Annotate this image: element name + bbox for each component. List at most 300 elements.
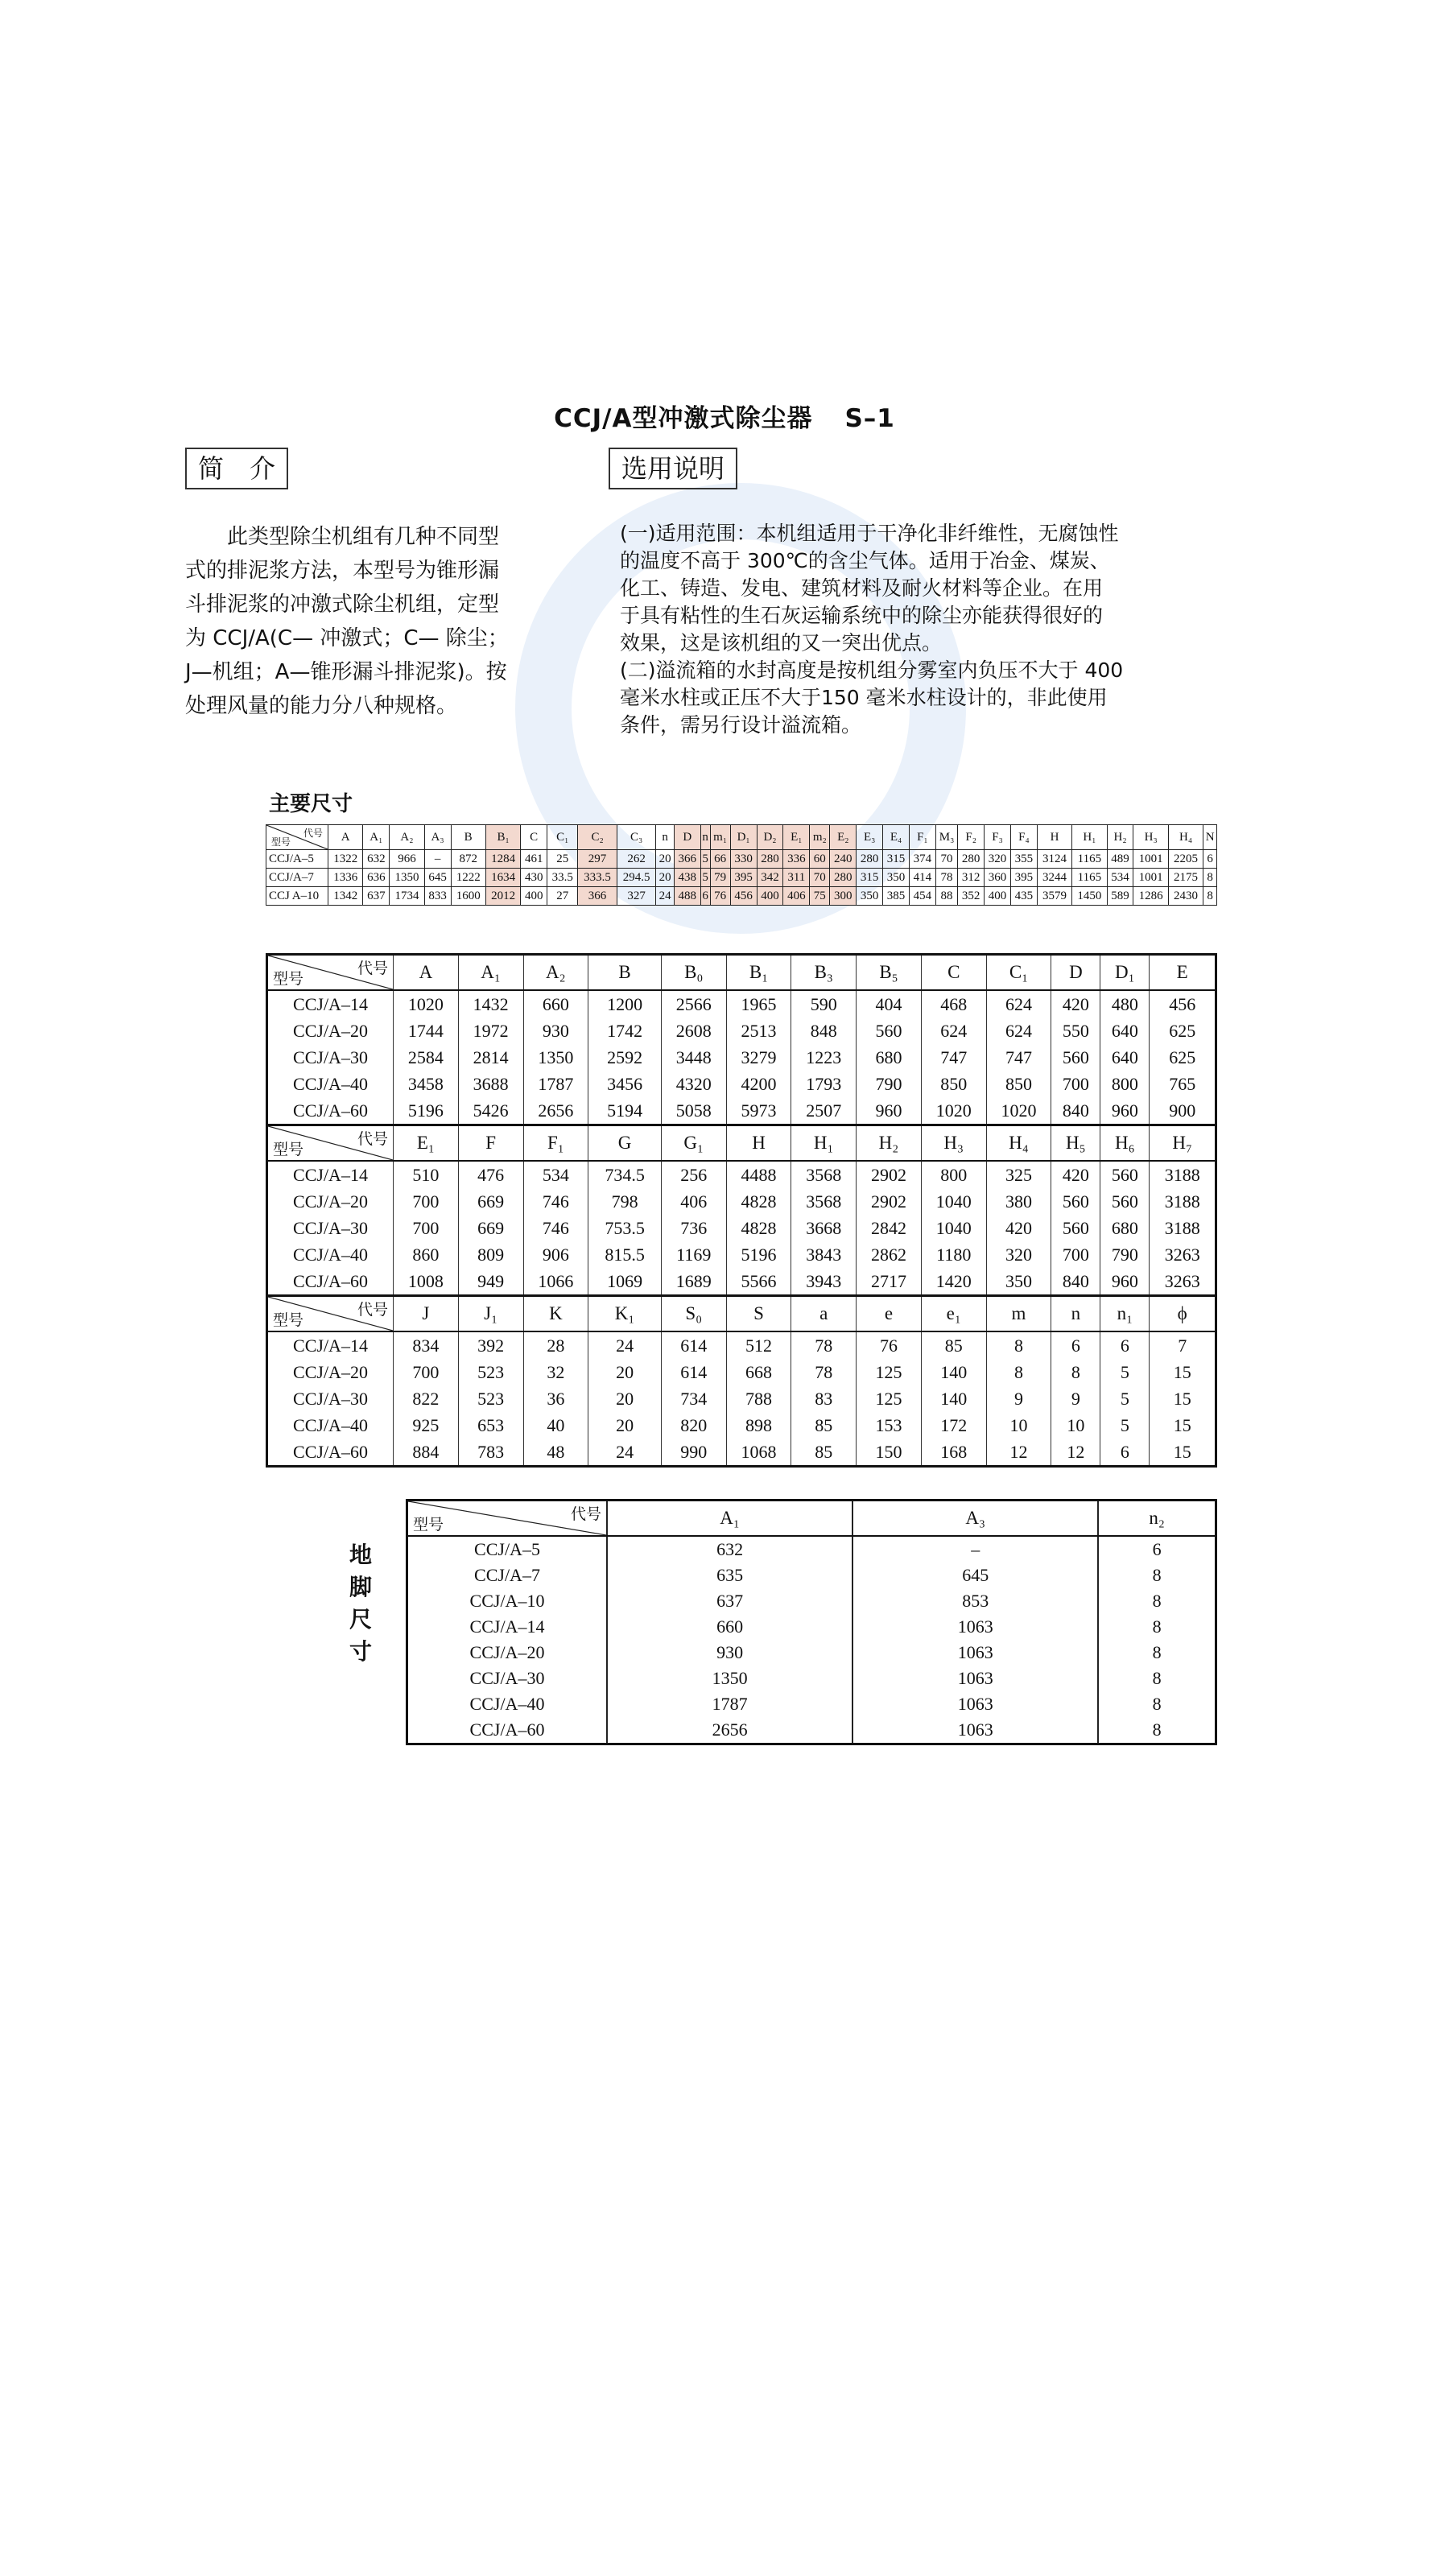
value-cell: 8 — [1098, 1691, 1216, 1717]
foot-dims-label — [345, 1539, 377, 1668]
value-cell: 736 — [661, 1215, 726, 1241]
value-cell: 430 — [521, 869, 547, 887]
table-row — [407, 1588, 1216, 1614]
column-header: n — [700, 825, 710, 850]
value-cell: 624 — [986, 1018, 1051, 1044]
value-cell: 1165 — [1072, 850, 1107, 869]
column-header: B₀ — [661, 955, 726, 991]
value-cell: 33.5 — [547, 869, 578, 887]
selection-heading: 选用说明 — [609, 448, 737, 489]
column-header: C₂ — [578, 825, 617, 850]
value-cell: 8 — [986, 1359, 1051, 1385]
value-cell: 15 — [1150, 1412, 1216, 1439]
value-cell: 9 — [986, 1385, 1051, 1412]
value-cell: 140 — [921, 1359, 986, 1385]
model-cell: CCJ/A–7 — [266, 869, 328, 887]
column-header: H₅ — [1051, 1125, 1100, 1162]
value-cell: 1001 — [1133, 850, 1168, 869]
value-cell: 8 — [1051, 1359, 1100, 1385]
value-cell: 297 — [578, 850, 617, 869]
value-cell: 2430 — [1168, 887, 1203, 906]
value-cell: 850 — [921, 1071, 986, 1097]
corner-model-label: 型号 — [413, 1516, 444, 1534]
table-row — [267, 1268, 1216, 1296]
value-cell: 327 — [617, 887, 656, 906]
value-cell: 653 — [458, 1412, 523, 1439]
value-cell: 280 — [757, 850, 783, 869]
foot-label-char: 尺 — [349, 1606, 372, 1633]
value-cell: 848 — [791, 1018, 857, 1044]
value-cell: 400 — [757, 887, 783, 906]
value-cell: 468 — [921, 990, 986, 1018]
value-cell: 5058 — [661, 1097, 726, 1125]
value-cell: 1787 — [607, 1691, 852, 1717]
value-cell: 456 — [730, 887, 757, 906]
intro-line: J—机组；A—锥形漏斗排泥浆)。按 — [185, 660, 507, 684]
column-header: H₃ — [921, 1125, 986, 1162]
value-cell: 700 — [394, 1215, 459, 1241]
value-cell: 79 — [710, 869, 730, 887]
value-cell: 906 — [523, 1241, 588, 1268]
value-cell: 2566 — [661, 990, 726, 1018]
value-cell: 320 — [985, 850, 1011, 869]
value-cell: 140 — [921, 1385, 986, 1412]
column-header: C₃ — [617, 825, 656, 850]
value-cell: 6 — [700, 887, 710, 906]
value-cell: 400 — [521, 887, 547, 906]
value-cell: 560 — [1051, 1044, 1100, 1071]
value-cell: 1169 — [661, 1241, 726, 1268]
value-cell: 262 — [617, 850, 656, 869]
value-cell: 560 — [1051, 1215, 1100, 1241]
value-cell: 168 — [921, 1439, 986, 1467]
column-header: H₁ — [1072, 825, 1107, 850]
value-cell: 1284 — [485, 850, 520, 869]
value-cell: 404 — [857, 990, 922, 1018]
value-cell: 1286 — [1133, 887, 1168, 906]
value-cell: 2902 — [857, 1161, 922, 1188]
value-cell: 510 — [394, 1161, 459, 1188]
value-cell: 1068 — [726, 1439, 791, 1467]
value-cell: 1165 — [1072, 869, 1107, 887]
table-row — [407, 1691, 1216, 1717]
value-cell: 635 — [607, 1563, 852, 1588]
value-cell: 315 — [883, 850, 910, 869]
value-cell: 2842 — [857, 1215, 922, 1241]
table-header-row — [266, 825, 1217, 850]
value-cell: 60 — [810, 850, 830, 869]
value-cell: 6 — [1100, 1439, 1150, 1467]
model-cell: CCJ/A–60 — [267, 1439, 394, 1467]
value-cell: 1222 — [451, 869, 485, 887]
value-cell: 3124 — [1037, 850, 1071, 869]
value-cell: 6 — [1051, 1331, 1100, 1359]
value-cell: 380 — [986, 1188, 1051, 1215]
column-header: ϕ — [1150, 1296, 1216, 1332]
value-cell: 746 — [523, 1215, 588, 1241]
value-cell: 1787 — [523, 1071, 588, 1097]
value-cell: 747 — [921, 1044, 986, 1071]
value-cell: 8 — [1098, 1588, 1216, 1614]
value-cell: 2656 — [607, 1717, 852, 1744]
column-header: E₂ — [830, 825, 857, 850]
value-cell: 753.5 — [588, 1215, 662, 1241]
value-cell: 5 — [1100, 1412, 1150, 1439]
value-cell: 3943 — [791, 1268, 857, 1296]
value-cell: 333.5 — [578, 869, 617, 887]
value-cell: 834 — [394, 1331, 459, 1359]
value-cell: 3456 — [588, 1071, 662, 1097]
column-header: B₁ — [485, 825, 520, 850]
value-cell: 1336 — [328, 869, 363, 887]
intro-text — [185, 520, 604, 723]
value-cell: 172 — [921, 1412, 986, 1439]
value-cell: 1420 — [921, 1268, 986, 1296]
table-row — [266, 850, 1217, 869]
value-cell: 1040 — [921, 1215, 986, 1241]
table-header-row — [267, 1296, 1216, 1332]
value-cell: 420 — [1051, 990, 1100, 1018]
value-cell: 783 — [458, 1439, 523, 1467]
value-cell: 420 — [1051, 1161, 1100, 1188]
value-cell: 700 — [1051, 1071, 1100, 1097]
value-cell: 5566 — [726, 1268, 791, 1296]
column-header: m₂ — [810, 825, 830, 850]
table-row — [407, 1717, 1216, 1744]
title-main: CCJ/A型冲激式除尘器 — [554, 404, 813, 433]
value-cell: 614 — [661, 1331, 726, 1359]
selection-line: 条件，需另行设计溢流箱。 — [620, 713, 862, 737]
value-cell: 2656 — [523, 1097, 588, 1125]
value-cell: 560 — [1100, 1161, 1150, 1188]
value-cell: 12 — [986, 1439, 1051, 1467]
model-cell: CCJ/A–14 — [267, 1161, 394, 1188]
value-cell: 1020 — [921, 1097, 986, 1125]
value-cell: 534 — [1107, 869, 1133, 887]
value-cell: 10 — [1051, 1412, 1100, 1439]
value-cell: 28 — [523, 1331, 588, 1359]
value-cell: 480 — [1100, 990, 1150, 1018]
value-cell: 20 — [588, 1412, 662, 1439]
model-cell: CCJ/A–30 — [267, 1215, 394, 1241]
value-cell: 1342 — [328, 887, 363, 906]
column-header: A₁ — [607, 1501, 852, 1537]
value-cell: 590 — [791, 990, 857, 1018]
value-cell: 930 — [607, 1640, 852, 1666]
value-cell: 860 — [394, 1241, 459, 1268]
corner-code-label: 代号 — [357, 1130, 388, 1148]
corner-code-label: 代号 — [357, 960, 388, 977]
column-header: C₁ — [547, 825, 578, 850]
value-cell: 2862 — [857, 1241, 922, 1268]
foot-dims-table — [406, 1499, 1217, 1745]
value-cell: 355 — [1010, 850, 1037, 869]
column-header: D₁ — [730, 825, 757, 850]
value-cell: 395 — [730, 869, 757, 887]
value-cell: 27 — [547, 887, 578, 906]
value-cell: 312 — [958, 869, 985, 887]
column-header: B — [451, 825, 485, 850]
value-cell: 1600 — [451, 887, 485, 906]
value-cell: 1350 — [390, 869, 424, 887]
value-cell: 512 — [726, 1331, 791, 1359]
value-cell: 1734 — [390, 887, 424, 906]
intro-line: 斗排泥浆的冲激式除尘机组，定型 — [185, 592, 500, 617]
intro-line: 式的排泥浆方法，本型号为锥形漏 — [185, 559, 500, 583]
intro-line: 处理风量的能力分八种规格。 — [185, 694, 458, 718]
value-cell: 625 — [1150, 1044, 1216, 1071]
value-cell: 1001 — [1133, 869, 1168, 887]
column-header: E₁ — [394, 1125, 459, 1162]
value-cell: 820 — [661, 1412, 726, 1439]
value-cell: 746 — [523, 1188, 588, 1215]
value-cell: 1972 — [458, 1018, 523, 1044]
corner-header-cell — [266, 825, 328, 850]
column-header: A₂ — [390, 825, 424, 850]
value-cell: 960 — [1100, 1268, 1150, 1296]
value-cell: 3568 — [791, 1161, 857, 1188]
value-cell: 668 — [726, 1359, 791, 1385]
value-cell: 3568 — [791, 1188, 857, 1215]
table-row — [266, 887, 1217, 906]
main-dims-table-small — [266, 824, 1217, 906]
model-cell: CCJ/A–14 — [407, 1614, 608, 1640]
value-cell: 798 — [588, 1188, 662, 1215]
column-header: C₁ — [986, 955, 1051, 991]
value-cell: 5194 — [588, 1097, 662, 1125]
value-cell: 454 — [909, 887, 935, 906]
value-cell: 949 — [458, 1268, 523, 1296]
value-cell: 392 — [458, 1331, 523, 1359]
value-cell: 300 — [830, 887, 857, 906]
value-cell: 76 — [857, 1331, 922, 1359]
model-cell: CCJ/A–60 — [267, 1097, 394, 1125]
column-header: E — [1150, 955, 1216, 991]
table-row — [407, 1640, 1216, 1666]
value-cell: 5196 — [394, 1097, 459, 1125]
column-header: H₄ — [1168, 825, 1203, 850]
value-cell: 8 — [1098, 1717, 1216, 1744]
foot-label-char: 地 — [349, 1542, 372, 1568]
selection-line: 于具有粘性的生石灰运输系统中的除尘亦能获得很好的 — [620, 604, 1104, 627]
table-row — [267, 1241, 1216, 1268]
value-cell: 640 — [1100, 1044, 1150, 1071]
value-cell: 10 — [986, 1412, 1051, 1439]
value-cell: 1066 — [523, 1268, 588, 1296]
corner-header-cell — [267, 955, 394, 991]
value-cell: 1322 — [328, 850, 363, 869]
column-header: n — [656, 825, 674, 850]
value-cell: 660 — [607, 1614, 852, 1640]
value-cell: 1350 — [607, 1666, 852, 1691]
table-row — [267, 1188, 1216, 1215]
value-cell: 8 — [1098, 1640, 1216, 1666]
value-cell: 385 — [883, 887, 910, 906]
value-cell: 636 — [363, 869, 390, 887]
corner-code-label: 代号 — [303, 828, 323, 839]
value-cell: 330 — [730, 850, 757, 869]
value-cell: 15 — [1150, 1359, 1216, 1385]
value-cell: 734.5 — [588, 1161, 662, 1188]
value-cell: 32 — [523, 1359, 588, 1385]
value-cell: 352 — [958, 887, 985, 906]
table-row — [407, 1536, 1216, 1563]
value-cell: 1020 — [986, 1097, 1051, 1125]
value-cell: 624 — [986, 990, 1051, 1018]
value-cell: 815.5 — [588, 1241, 662, 1268]
value-cell: 1063 — [852, 1717, 1098, 1744]
column-header: a — [791, 1296, 857, 1332]
value-cell: 20 — [588, 1385, 662, 1412]
value-cell: 20 — [588, 1359, 662, 1385]
column-header: E₃ — [857, 825, 883, 850]
column-header: D — [674, 825, 700, 850]
value-cell: 280 — [857, 850, 883, 869]
value-cell: 342 — [757, 869, 783, 887]
value-cell: 872 — [451, 850, 485, 869]
value-cell: 2902 — [857, 1188, 922, 1215]
value-cell: 2507 — [791, 1097, 857, 1125]
column-header: A₃ — [852, 1501, 1098, 1537]
value-cell: 2584 — [394, 1044, 459, 1071]
value-cell: 4828 — [726, 1188, 791, 1215]
value-cell: 20 — [656, 850, 674, 869]
value-cell: – — [852, 1536, 1098, 1563]
value-cell: 85 — [791, 1439, 857, 1467]
value-cell: 560 — [1100, 1188, 1150, 1215]
value-cell: 3668 — [791, 1215, 857, 1241]
column-header: F₂ — [958, 825, 985, 850]
value-cell: 1180 — [921, 1241, 986, 1268]
value-cell: 5 — [700, 869, 710, 887]
value-cell: 990 — [661, 1439, 726, 1467]
column-header: e — [857, 1296, 922, 1332]
value-cell: 614 — [661, 1359, 726, 1385]
value-cell: 48 — [523, 1439, 588, 1467]
value-cell: 523 — [458, 1385, 523, 1412]
column-header: H — [726, 1125, 791, 1162]
value-cell: 2814 — [458, 1044, 523, 1071]
value-cell: 1063 — [852, 1691, 1098, 1717]
value-cell: 400 — [985, 887, 1011, 906]
value-cell: 747 — [986, 1044, 1051, 1071]
column-header: C — [921, 955, 986, 991]
value-cell: 350 — [986, 1268, 1051, 1296]
value-cell: 3458 — [394, 1071, 459, 1097]
model-cell: CCJ/A–40 — [267, 1071, 394, 1097]
value-cell: 7 — [1150, 1331, 1216, 1359]
model-cell: CCJ/A–10 — [407, 1588, 608, 1614]
corner-model-label: 型号 — [273, 970, 304, 988]
value-cell: 624 — [921, 1018, 986, 1044]
column-header: n — [1051, 1296, 1100, 1332]
selection-line: 效果，这是该机组的又一突出优点。 — [620, 631, 943, 654]
value-cell: 325 — [986, 1161, 1051, 1188]
column-header: H₄ — [986, 1125, 1051, 1162]
value-cell: 1069 — [588, 1268, 662, 1296]
value-cell: 840 — [1051, 1097, 1100, 1125]
value-cell: 1793 — [791, 1071, 857, 1097]
selection-line: 化工、铸造、发电、建筑材料及耐火材料等企业。在用 — [620, 576, 1104, 600]
value-cell: 125 — [857, 1385, 922, 1412]
table-row — [407, 1666, 1216, 1691]
column-header: B₁ — [726, 955, 791, 991]
value-cell: 853 — [852, 1588, 1098, 1614]
value-cell: 1223 — [791, 1044, 857, 1071]
table-row — [407, 1563, 1216, 1588]
value-cell: 15 — [1150, 1439, 1216, 1467]
value-cell: 3263 — [1150, 1268, 1216, 1296]
column-header: E₁ — [783, 825, 810, 850]
value-cell: 3843 — [791, 1241, 857, 1268]
value-cell: 2513 — [726, 1018, 791, 1044]
value-cell: 1965 — [726, 990, 791, 1018]
value-cell: 3188 — [1150, 1188, 1216, 1215]
value-cell: 15 — [1150, 1385, 1216, 1412]
column-header: N — [1203, 825, 1217, 850]
value-cell: 8 — [1098, 1614, 1216, 1640]
column-header: F — [458, 1125, 523, 1162]
column-header: A₁ — [363, 825, 390, 850]
page-title — [0, 398, 1449, 434]
value-cell: 5426 — [458, 1097, 523, 1125]
value-cell: 1063 — [852, 1666, 1098, 1691]
table-row — [267, 1359, 1216, 1385]
main-dims-label: 主要尺寸 — [269, 792, 353, 816]
column-header: H₃ — [1133, 825, 1168, 850]
value-cell: 1689 — [661, 1268, 726, 1296]
value-cell: 1063 — [852, 1640, 1098, 1666]
model-cell: CCJ/A–30 — [267, 1385, 394, 1412]
model-cell: CCJ/A–20 — [267, 1359, 394, 1385]
value-cell: 669 — [458, 1188, 523, 1215]
value-cell: 75 — [810, 887, 830, 906]
value-cell: 2592 — [588, 1044, 662, 1071]
column-header: H₂ — [857, 1125, 922, 1162]
value-cell: 70 — [935, 850, 957, 869]
value-cell: 5973 — [726, 1097, 791, 1125]
value-cell: 560 — [857, 1018, 922, 1044]
value-cell: 700 — [1051, 1241, 1100, 1268]
value-cell: 406 — [661, 1188, 726, 1215]
value-cell: 25 — [547, 850, 578, 869]
table-header-row — [407, 1501, 1216, 1537]
column-header: A — [328, 825, 363, 850]
value-cell: 1063 — [852, 1614, 1098, 1640]
value-cell: 336 — [783, 850, 810, 869]
value-cell: 3279 — [726, 1044, 791, 1071]
column-header: B — [588, 955, 662, 991]
value-cell: 3263 — [1150, 1241, 1216, 1268]
value-cell: 925 — [394, 1412, 459, 1439]
column-header: B₃ — [791, 955, 857, 991]
value-cell: 4488 — [726, 1161, 791, 1188]
model-cell: CCJ A–10 — [266, 887, 328, 906]
value-cell: 640 — [1100, 1018, 1150, 1044]
intro-heading: 简 介 — [185, 448, 288, 489]
value-cell: 1634 — [485, 869, 520, 887]
model-cell: CCJ/A–20 — [267, 1188, 394, 1215]
corner-header-cell — [267, 1296, 394, 1332]
value-cell: 5196 — [726, 1241, 791, 1268]
column-header: K₁ — [588, 1296, 662, 1332]
value-cell: 366 — [578, 887, 617, 906]
corner-code-label: 代号 — [570, 1505, 601, 1523]
value-cell: 12 — [1051, 1439, 1100, 1467]
value-cell: 311 — [783, 869, 810, 887]
value-cell: 78 — [935, 869, 957, 887]
value-cell: 360 — [985, 869, 1011, 887]
